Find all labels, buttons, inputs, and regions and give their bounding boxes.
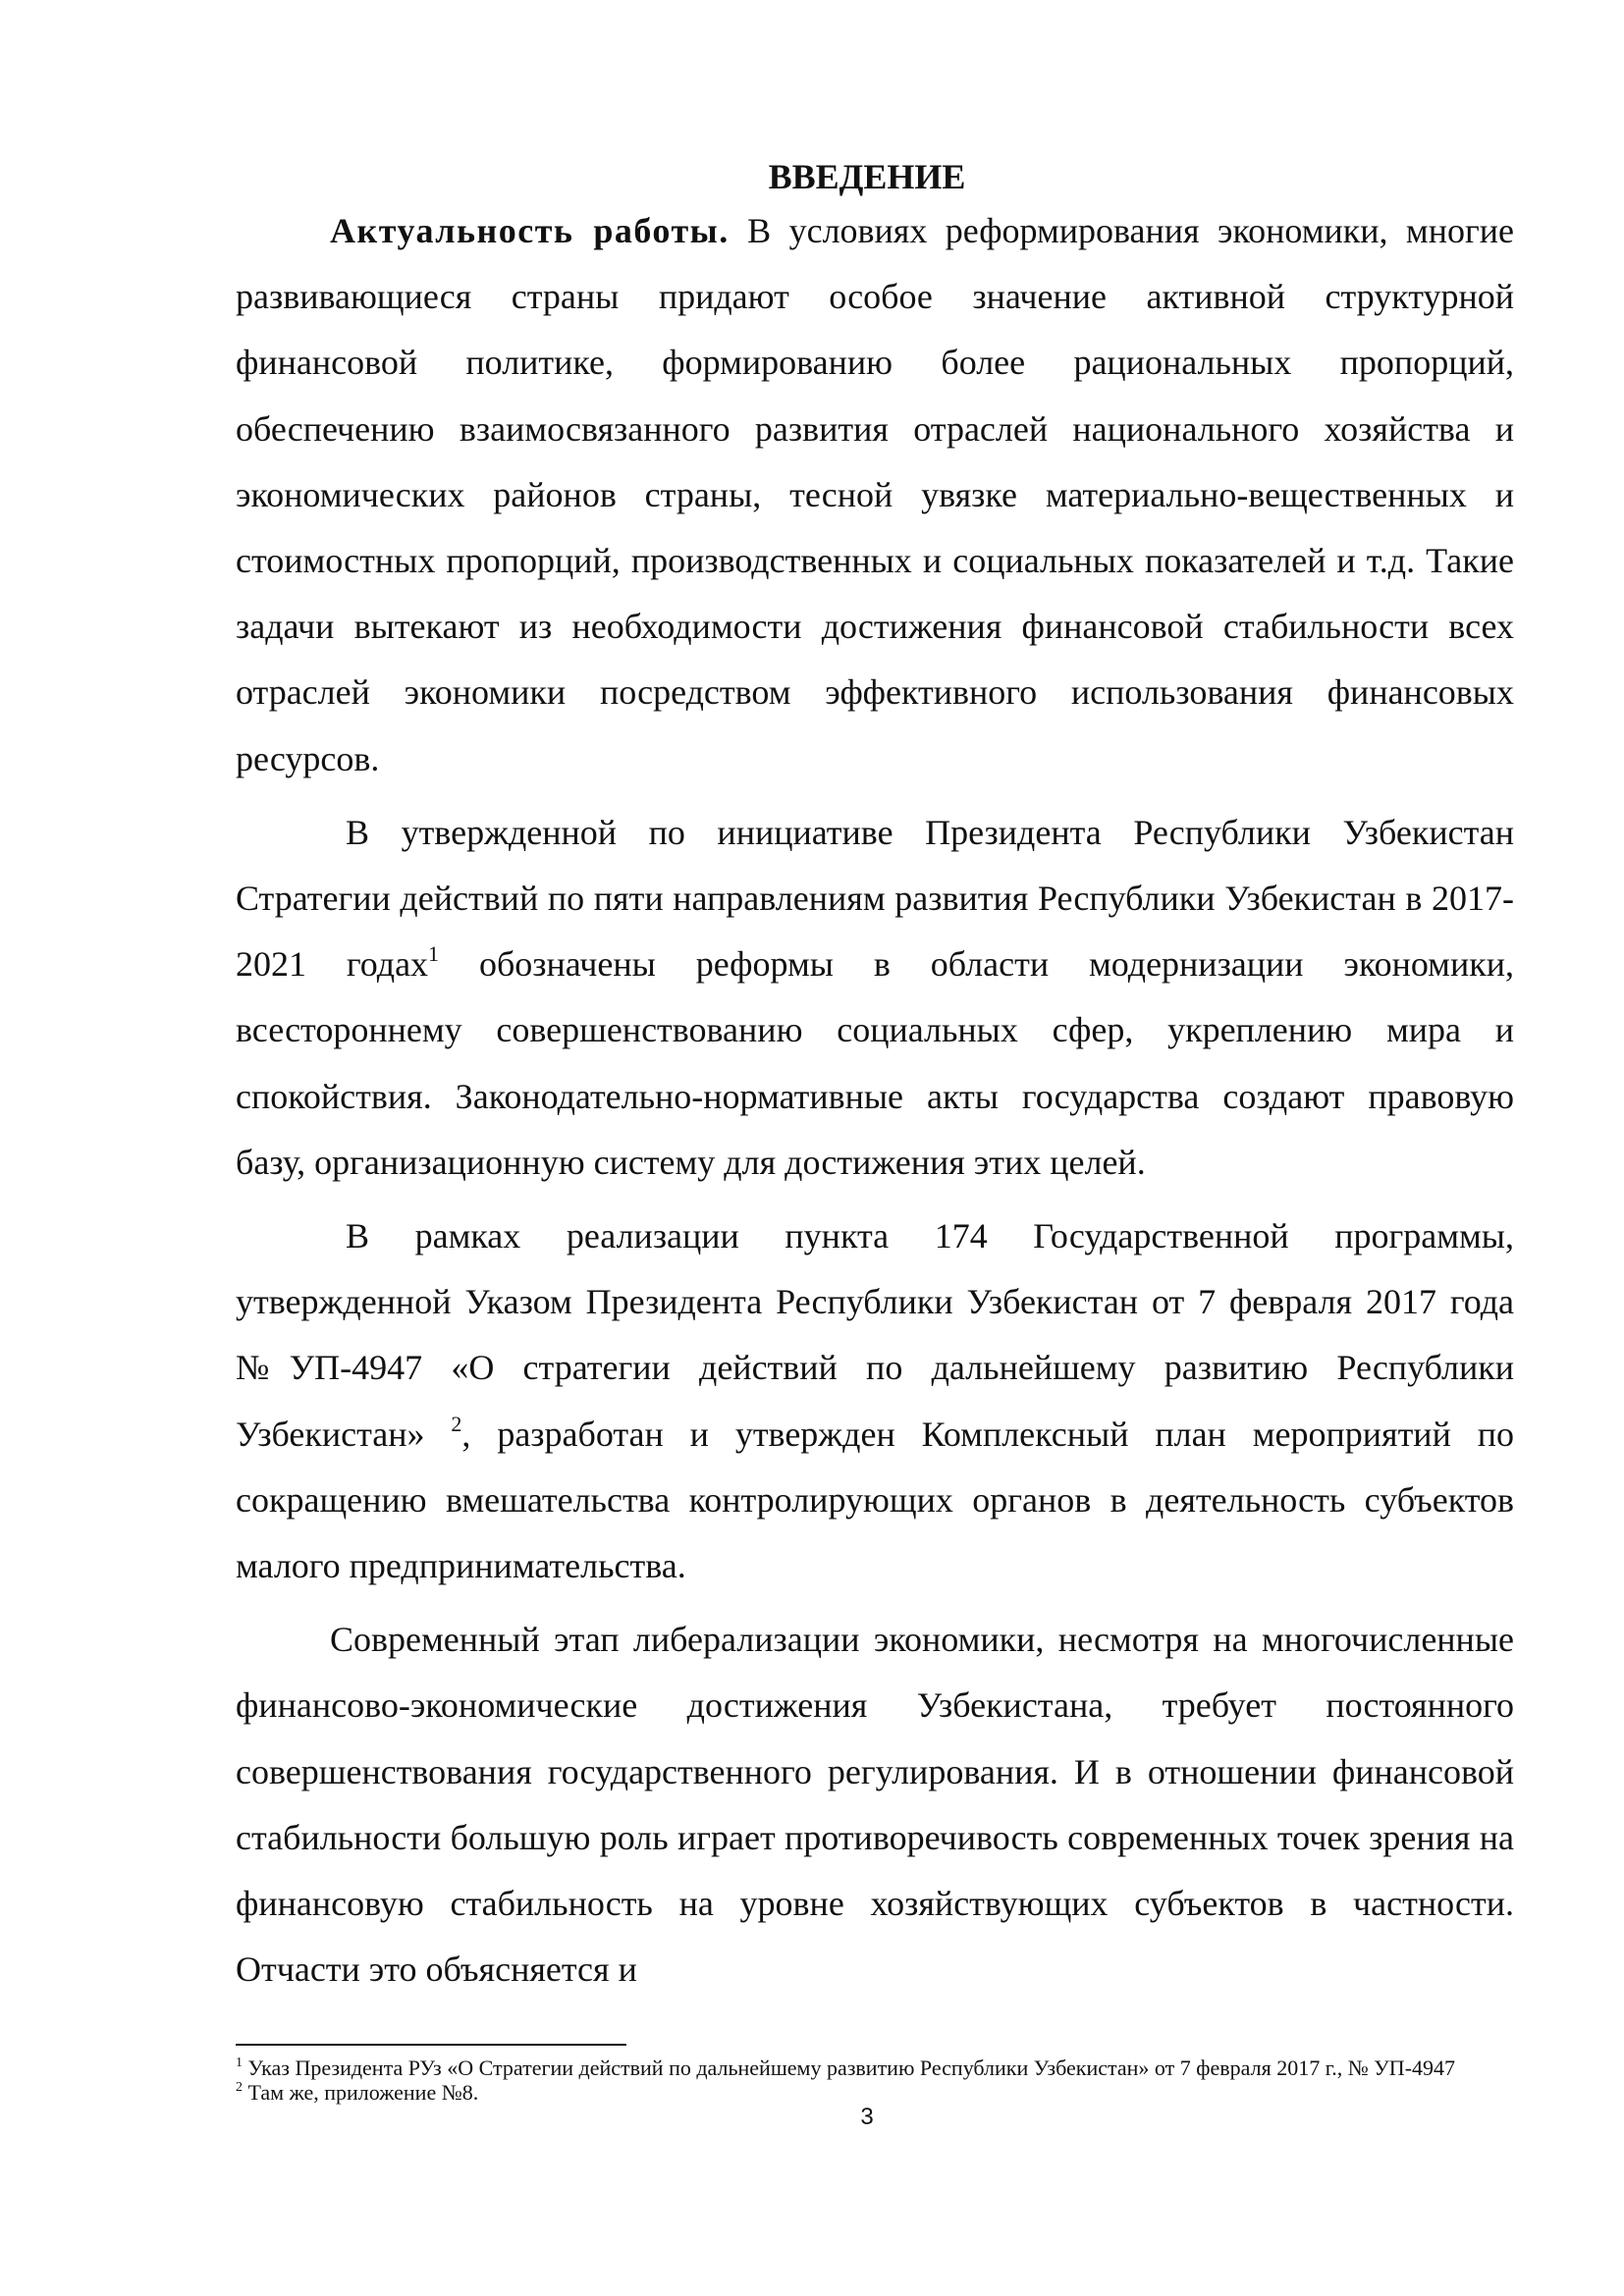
footnote-text: Указ Президента РУз «О Стратегии действий по дальнейшему развитию Республики Узбекистан» от 7 февраля 2017 г., № УП-4947 bbox=[243, 2056, 1456, 2080]
paragraph-text: В утвержденной по инициативе Президента Республики Узбекистан Стратегии действий по пяти направлениям развития Республики Узбекистан в 2017-2021 годах bbox=[236, 812, 1514, 985]
page-title: ВВЕДЕНИЕ bbox=[768, 157, 966, 196]
footnote-item bbox=[236, 2080, 1514, 2105]
paragraph-text: В условиях реформирования экономики, многие развивающиеся страны придают особое значение активной структурной финансовой политике, формированию более рациональных пропорций, обеспечению взаимосвязанного развития отраслей национального хозяйства и экономических районов страны, тесной увязке материально-вещественных и стоимостных пропорций, производственных и социальных показателей и т.д. Такие задачи вытекают из необходимости достижения финансовой стабильности всех отраслей экономики посредством эффективного использования финансовых ресурсов. bbox=[236, 211, 1514, 778]
footnotes bbox=[236, 2056, 1514, 2105]
footnote-text: Там же, приложение №8. bbox=[243, 2080, 479, 2105]
footnote-item bbox=[236, 2056, 1514, 2080]
paragraph-text: обозначены реформы в области модернизации экономики, всестороннему совершенствованию социальных сфер, укреплению мира и спокойствия. Законодательно-нормативные акты государства создают правовую базу, организационную систему для достижения этих целей. bbox=[236, 944, 1514, 1182]
footnote-mark: 1 bbox=[236, 2055, 243, 2070]
paragraph-text: , разработан и утвержден Комплексный план мероприятий по сокращению вмешательства контролирующих органов в деятельность субъектов малого предпринимательства. bbox=[236, 1414, 1514, 1586]
footnote-reference[interactable]: 1 bbox=[428, 941, 440, 967]
body-text bbox=[236, 198, 1514, 2002]
paragraph-text: Современный этап либерализации экономики, несмотря на многочисленные финансово-экономические достижения Узбекистана, требует постоянного совершенствования государственного регулирования. И в отношении финансовой стабильности большую роль играет противоречивость современных точек зрения на финансовую стабильность на уровне хозяйствующих субъектов в частности. Отчасти это объясняется и bbox=[236, 1620, 1514, 1990]
page-number: 3 bbox=[860, 2104, 874, 2130]
paragraph-program bbox=[236, 1203, 1514, 1599]
footnote-separator bbox=[236, 2044, 626, 2046]
footnote-mark: 2 bbox=[236, 2079, 243, 2095]
footnote-reference[interactable]: 2 bbox=[451, 1411, 462, 1436]
paragraph-text: В рамках реализации пункта 174 Государственной программы, утвержденной Указом Президента Республики Узбекистан от 7 февраля 2017 года №УП-4947 «О стратегии действий по дальнейшему развитию Республики Узбекистан» bbox=[236, 1216, 1514, 1454]
paragraph-lead: Актуальность работы. bbox=[330, 211, 730, 250]
paragraph-relevance bbox=[236, 198, 1514, 792]
paragraph-strategy bbox=[236, 800, 1514, 1196]
paragraph-liberalization bbox=[236, 1607, 1514, 2002]
